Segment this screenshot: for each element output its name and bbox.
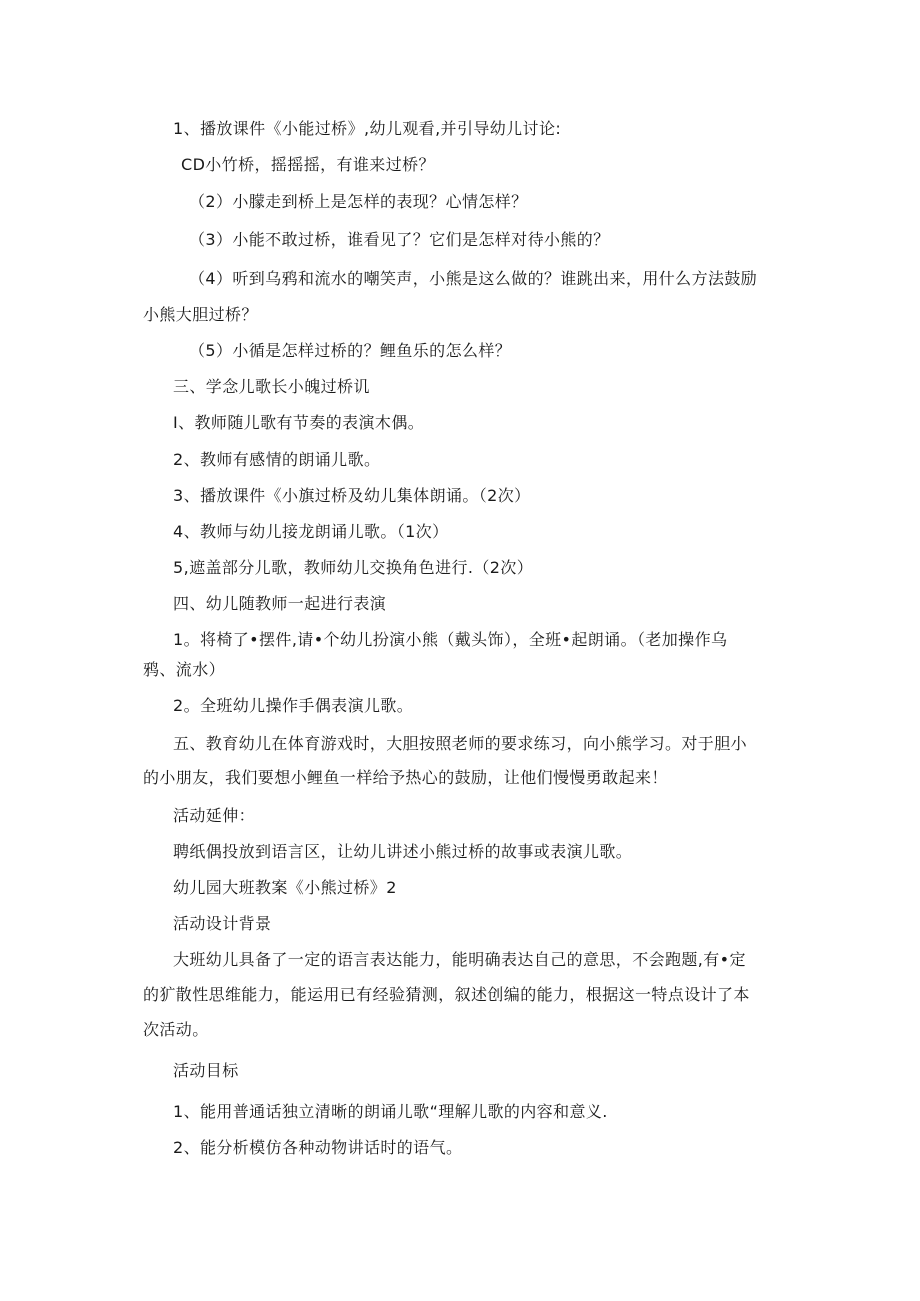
section-heading: 活动目标	[173, 1061, 239, 1080]
section-heading: 四、幼儿随教师一起进行表演	[173, 594, 387, 613]
text-line: 2、教师有感情的朗诵儿歌。	[173, 450, 381, 469]
text-line: 的小朋友，我们要想小鲤鱼一样给予热心的鼓励，让他们慢慢勇敢起来！	[143, 768, 668, 787]
text-line: 1。将椅了•摆件,请•个幼儿扮演小熊（戴头饰），全班•起朗诵。（老加操作乌	[173, 630, 728, 649]
text-line: 鸦、流水）	[143, 660, 226, 679]
text-line: 大班幼儿具备了一定的语言表达能力，能明确表达自己的意思，不会跑题,有•定	[173, 950, 746, 969]
text-line: （3）小能不敢过桥，谁看见了？它们是怎样对待小熊的？	[189, 230, 610, 249]
text-line: 1、播放课件《小能过桥》,幼儿观看,并引导幼儿讨论:	[173, 119, 562, 138]
text-line: 4、教师与幼儿接龙朗诵儿歌。（1次）	[173, 522, 449, 541]
text-line: （4）听到乌鸦和流水的嘲笑声，小熊是这么做的？谁跳出来，用什么方法鼓励	[189, 269, 758, 288]
text-line: 小熊大胆过桥？	[143, 305, 258, 324]
text-line: 次活动。	[143, 1020, 209, 1039]
document-title: 幼儿园大班教案《小熊过桥》2	[173, 878, 397, 897]
text-line: 2。全班幼儿操作手偶表演儿歌。	[173, 696, 414, 715]
text-line: CD小竹桥，摇摇摇，有谁来过桥？	[181, 155, 435, 174]
section-heading: 活动延伸：	[173, 806, 256, 825]
text-line: 的犷散性思维能力，能运用已有经验猜测，叙述创编的能力，根据这一特点设计了本	[143, 985, 750, 1004]
text-line: 聘纸偶投放到语言区，让幼儿讲述小熊过桥的故事或表演儿歌。	[173, 842, 633, 861]
text-line: 1、能用普通话独立清晰的朗诵儿歌“理解儿歌的内容和意义.	[173, 1102, 608, 1121]
text-line: 2、能分析模仿各种动物讲话时的语气。	[173, 1138, 463, 1157]
section-heading: 三、学念儿歌长小魄过桥讥	[173, 377, 370, 396]
text-line: （5）小循是怎样过桥的？鲤鱼乐的怎么样？	[189, 341, 512, 360]
section-heading: 五、教育幼儿在体育游戏时，大胆按照老师的要求练习，向小熊学习。对于胆小	[173, 734, 748, 753]
text-line: I、教师随儿歌有节奏的表演木偶。	[173, 413, 425, 432]
text-line: 3、播放课件《小旗过桥及幼儿集体朗诵。（2次）	[173, 486, 531, 505]
text-line: 5,遮盖部分儿歌，教师幼儿交换角色进行.（2次）	[173, 558, 534, 577]
text-line: （2）小朦走到桥上是怎样的表现？心情怎样？	[189, 192, 528, 211]
section-heading: 活动设计背景	[173, 914, 272, 933]
